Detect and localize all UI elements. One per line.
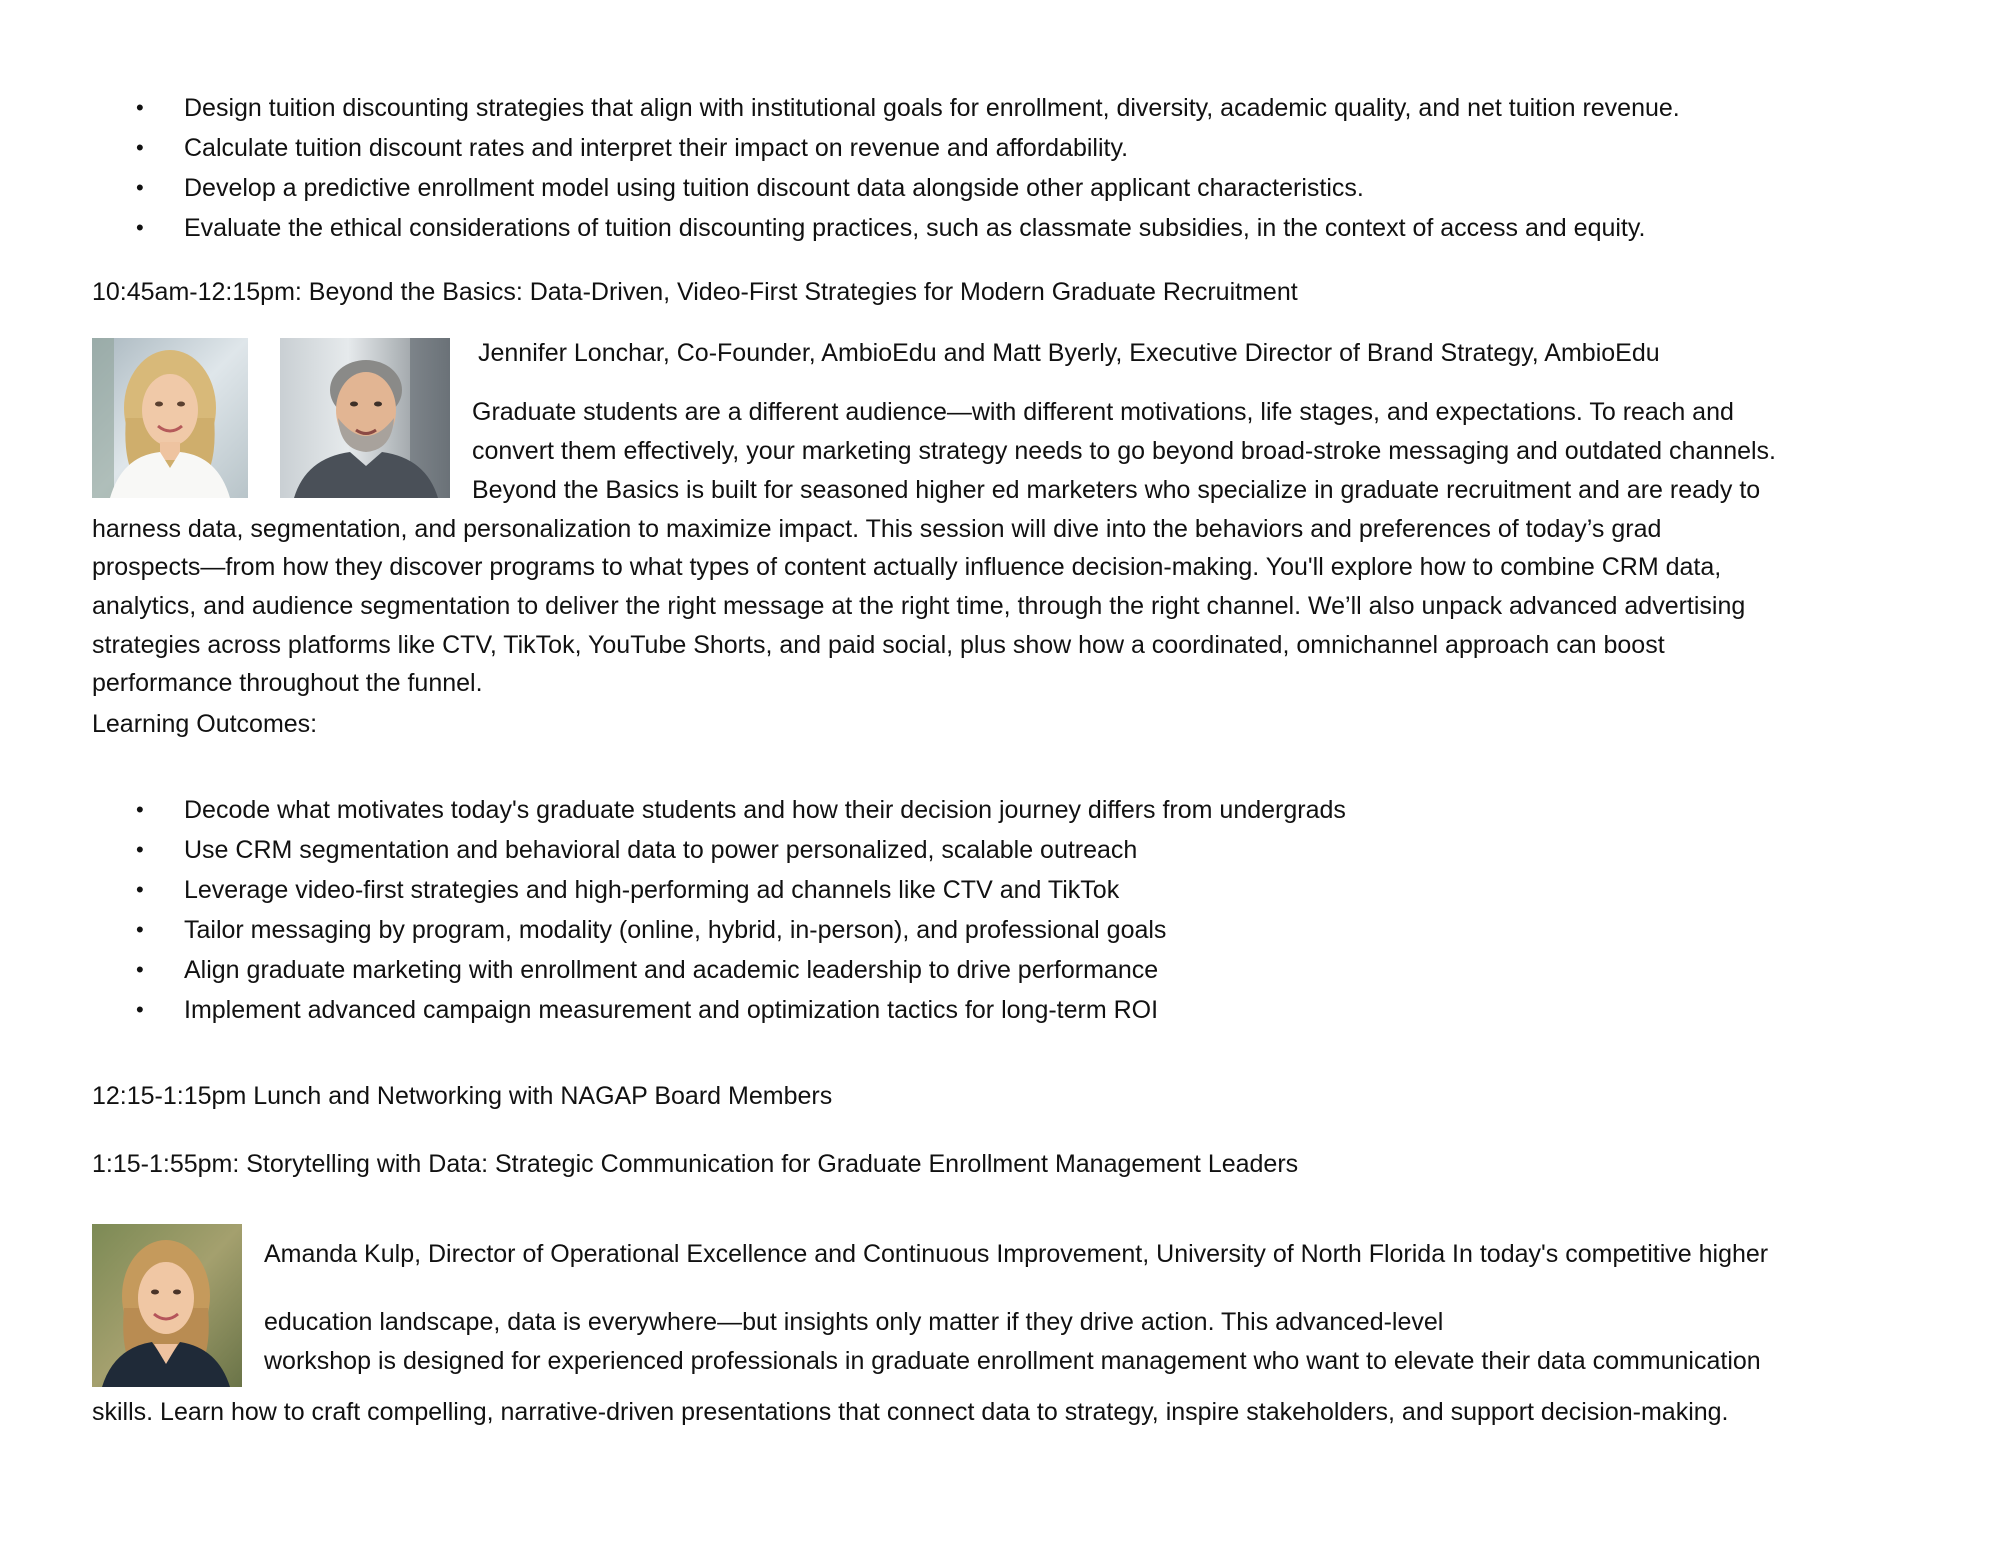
list-item: • Use CRM segmentation and behavioral data to power personalized, scalable outreach bbox=[92, 830, 1346, 870]
session3-speaker-line: Amanda Kulp, Director of Operational Excellence and Continuous Improvement, University of North Florida In today's competitive higher bbox=[264, 1240, 1769, 1268]
session2-description-line: strategies across platforms like CTV, TikTok, YouTube Shorts, and paid social, plus show how a coordinated, omnichannel approach can boost bbox=[92, 631, 1665, 659]
list-item: • Tailor messaging by program, modality (online, hybrid, in-person), and professional goals bbox=[92, 910, 1346, 950]
session3-title: 1:15-1:55pm: Storytelling with Data: Strategic Communication for Graduate Enrollment Management Leaders bbox=[92, 1150, 1299, 1178]
list-item: • Decode what motivates today's graduate students and how their decision journey differs from undergrads bbox=[92, 790, 1346, 830]
top-outcomes-list bbox=[92, 88, 1680, 248]
list-item: • Calculate tuition discount rates and interpret their impact on revenue and affordability. bbox=[92, 128, 1680, 168]
session2-description-line: Beyond the Basics is built for seasoned higher ed marketers who specialize in graduate recruitment and are ready to bbox=[472, 476, 1761, 504]
session2-title: 10:45am-12:15pm: Beyond the Basics: Data-Driven, Video-First Strategies for Modern Graduate Recruitment bbox=[92, 278, 1298, 306]
list-item: • Leverage video-first strategies and high-performing ad channels like CTV and TikTok bbox=[92, 870, 1346, 910]
list-item: • Align graduate marketing with enrollment and academic leadership to drive performance bbox=[92, 950, 1346, 990]
session3-description-line: education landscape, data is everywhere—but insights only matter if they drive action. This advanced-level bbox=[264, 1308, 1444, 1336]
list-item: • Evaluate the ethical considerations of tuition discounting practices, such as classmate subsidies, in the context of access and equity. bbox=[92, 208, 1680, 248]
speaker-photo-matt bbox=[280, 338, 450, 498]
list-item: • Develop a predictive enrollment model using tuition discount data alongside other applicant characteristics. bbox=[92, 168, 1680, 208]
session2-description-line: analytics, and audience segmentation to deliver the right message at the right time, through the right channel. We’ll also unpack advanced advertising bbox=[92, 592, 1746, 620]
speaker-photo-amanda bbox=[92, 1224, 242, 1387]
learning-outcomes-label: Learning Outcomes: bbox=[92, 710, 318, 738]
session3-description-line: workshop is designed for experienced professionals in graduate enrollment management who want to elevate their data communication bbox=[264, 1347, 1761, 1375]
session2-description-line: convert them effectively, your marketing strategy needs to go beyond broad-stroke messaging and outdated channels. bbox=[472, 437, 1777, 465]
session2-outcomes-list bbox=[92, 790, 1346, 1030]
session2-description-line: Graduate students are a different audience—with different motivations, life stages, and expectations. To reach and bbox=[472, 398, 1734, 426]
list-item: • Design tuition discounting strategies that align with institutional goals for enrollment, diversity, academic quality, and net tuition revenue. bbox=[92, 88, 1680, 128]
session2-speakers: Jennifer Lonchar, Co-Founder, AmbioEdu and Matt Byerly, Executive Director of Brand Strategy, AmbioEdu bbox=[478, 339, 1660, 367]
session2-description-line: harness data, segmentation, and personalization to maximize impact. This session will dive into the behaviors and preferences of today’s grad bbox=[92, 515, 1662, 543]
lunch-title: 12:15-1:15pm Lunch and Networking with NAGAP Board Members bbox=[92, 1082, 833, 1110]
session2-description-line: prospects—from how they discover programs to what types of content actually influence decision-making. You'll explore how to combine CRM data, bbox=[92, 553, 1722, 581]
list-item: • Implement advanced campaign measurement and optimization tactics for long-term ROI bbox=[92, 990, 1346, 1030]
session3-description-line: skills. Learn how to craft compelling, narrative-driven presentations that connect data to strategy, inspire stakeholders, and support decision-making. bbox=[92, 1398, 1729, 1426]
session2-description-line: performance throughout the funnel. bbox=[92, 669, 483, 697]
speaker-photo-jennifer bbox=[92, 338, 248, 498]
